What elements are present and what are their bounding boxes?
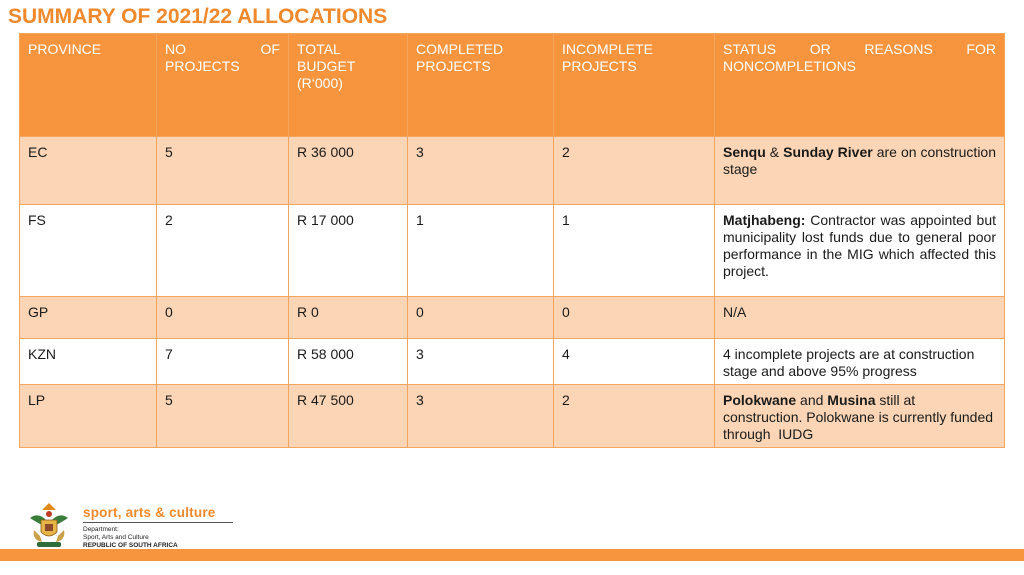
department-label: Department: — [83, 526, 119, 533]
cell-province: GP — [20, 297, 157, 339]
cell-projects: 5 — [157, 385, 289, 448]
status-bold-name: Musina — [827, 392, 876, 408]
table-row — [20, 339, 1005, 385]
cell-projects: 0 — [157, 297, 289, 339]
cell-province: EC — [20, 137, 157, 205]
table-row — [20, 137, 1005, 205]
allocations-table — [19, 33, 1005, 448]
cell-province: KZN — [20, 339, 157, 385]
header-completed: COMPLETED PROJECTS — [408, 34, 554, 137]
header-budget-line3: (R‘000) — [297, 75, 343, 91]
status-bold-name: Sunday River — [783, 144, 873, 160]
cell-incomplete: 1 — [554, 205, 715, 297]
cell-completed: 0 — [408, 297, 554, 339]
cell-projects: 2 — [157, 205, 289, 297]
cell-completed: 3 — [408, 339, 554, 385]
cell-status — [715, 385, 1005, 448]
cell-budget: R 0 — [289, 297, 408, 339]
country-name: REPUBLIC OF SOUTH AFRICA — [83, 542, 178, 549]
status-text: still at construction. Polokwane is currently funded through IUDG — [723, 392, 997, 442]
coat-of-arms-icon — [24, 500, 74, 550]
table-header-row — [20, 34, 1005, 137]
status-text: & — [765, 144, 784, 160]
table-row — [20, 205, 1005, 297]
cell-budget: R 36 000 — [289, 137, 408, 205]
table-row — [20, 297, 1005, 339]
cell-province: FS — [20, 205, 157, 297]
header-province: PROVINCE — [20, 34, 157, 137]
cell-incomplete: 2 — [554, 385, 715, 448]
status-text: are on construction stage — [723, 144, 996, 177]
header-no-projects: NO OF PROJECTS — [157, 34, 289, 137]
cell-status: N/A — [715, 297, 1005, 339]
status-text: Contractor was appointed but municipality lost funds due to general poor performance in the MIG which affected this project. — [723, 212, 996, 279]
cell-completed: 3 — [408, 385, 554, 448]
status-bold-name: Polokwane — [723, 392, 797, 408]
header-budget — [289, 34, 408, 137]
status-bold-name: Senqu — [723, 144, 766, 160]
department-brand-name: sport, arts & culture — [83, 505, 216, 520]
cell-status — [715, 137, 1005, 205]
table-row — [20, 385, 1005, 448]
header-status: STATUS OR REASONS FOR NONCOMPLETIONS — [715, 34, 1005, 137]
status-bold-name: Matjhabeng: — [723, 212, 806, 228]
cell-incomplete: 4 — [554, 339, 715, 385]
cell-incomplete: 2 — [554, 137, 715, 205]
bottom-accent-bar — [0, 549, 1024, 561]
cell-completed: 3 — [408, 137, 554, 205]
cell-projects: 7 — [157, 339, 289, 385]
department-branding — [83, 505, 233, 550]
page-title: SUMMARY OF 2021/22 ALLOCATIONS — [8, 5, 388, 28]
cell-completed: 1 — [408, 205, 554, 297]
header-incomplete: INCOMPLETE PROJECTS — [554, 34, 715, 137]
brand-divider — [83, 522, 233, 523]
status-text: and — [796, 392, 828, 408]
cell-status: 4 incomplete projects are at construction stage and above 95% progress — [715, 339, 1005, 385]
cell-budget: R 47 500 — [289, 385, 408, 448]
header-budget-line1: TOTAL — [297, 41, 341, 57]
cell-incomplete: 0 — [554, 297, 715, 339]
cell-budget: R 17 000 — [289, 205, 408, 297]
cell-projects: 5 — [157, 137, 289, 205]
cell-budget: R 58 000 — [289, 339, 408, 385]
cell-status — [715, 205, 1005, 297]
cell-province: LP — [20, 385, 157, 448]
header-budget-line2: BUDGET — [297, 58, 356, 74]
department-name: Sport, Arts and Culture — [83, 534, 149, 541]
